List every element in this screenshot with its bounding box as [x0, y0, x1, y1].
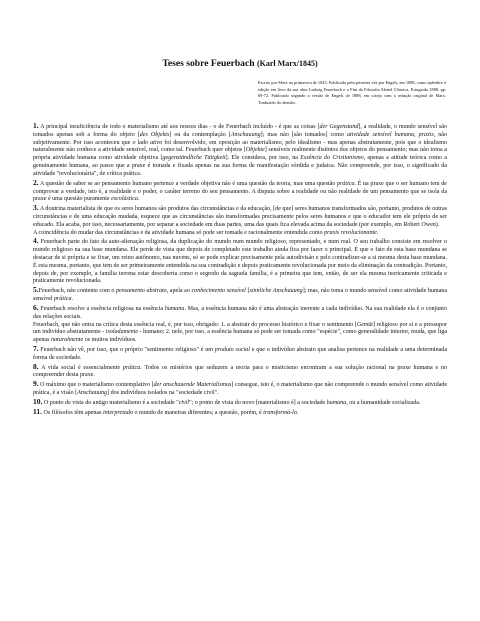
thesis-emphasis: Objekte	[245, 147, 265, 154]
thesis-text: .	[137, 196, 140, 203]
thesis-text: . É na praxe que o ser humano tem de comprovar a verdade, isto é, a realidade e o poder, o caráter terreno do seu pensamento. A disputa sobre a realidade ou não realidade de um pensamento que se isola da praxe é uma questão puramente	[33, 180, 447, 203]
thesis-emphasis: der Gegenstand	[319, 124, 359, 130]
thesis-text: Feuerbach, que não entra na crítica desta essência real, é, por isso, obrigado: 1. a abstrair do processo histórico e fixar o sentimento [	[33, 321, 357, 328]
thesis-text: , apela ao	[166, 288, 192, 295]
thesis-emphasis: gegenständliche Tätigkeit	[162, 155, 226, 162]
thesis-text: o mundo de maneiras diferentes; a questão, porém, é	[132, 409, 264, 416]
thesis-number: 9.	[33, 379, 39, 389]
thesis-emphasis: atividade sensível humana, praxis	[346, 131, 434, 138]
thesis-paragraph	[33, 179, 447, 204]
thesis-paragraph	[33, 204, 447, 237]
thesis-text: foi desenvolvido, em oposição ao materialismo, pelo idealismo - mas apenas abstratamente, pois que o idealismo naturalmente não conhece a atividade sensível, real, como tal. Feuerbach quer objetos [	[33, 139, 447, 154]
thesis-paragraph	[33, 237, 447, 286]
title-subtitle: (Karl Marx/1845)	[256, 59, 318, 68]
thesis-emphasis: prática	[337, 180, 355, 187]
thesis-text: , não subjetivamente. Por isso aconteceu que o lado	[33, 131, 448, 146]
thesis-text: ], a realidade, o mundo sensível são tomados apenas sob a forma do	[33, 124, 448, 138]
thesis-emphasis: civil	[178, 399, 190, 406]
thesis-number: 7.	[33, 343, 39, 353]
thesis-text: ] dos indivíduos isolados na "sociedade civil".	[107, 390, 219, 396]
theses-body	[33, 122, 447, 417]
thesis-text: A coincidência do mudar das circunstâncias e da atividade humana só pode ser tomada e racionalmente entendida como	[33, 229, 325, 236]
thesis-text: [	[134, 131, 140, 138]
thesis-text: .	[296, 409, 299, 416]
thesis-text: Feuerbach parte do fato da auto-alienação religiosa, da duplicação do mundo num mundo religioso, representado, e num real. O seu trabalho consiste em resolver o mundo religioso na sua base mundana. Ele perde de vista que depois de completado este trabalho ainda fica por fazer o principal. É que o fato de esta base mundana se destacar de si própria e se fixar, um reino autônomo, nas nuvens, só se pode explicar precisamente pela autodivisão e pelo contradizer-se a si mesma desta base mundana. É esta mesma, portanto, que tem de ser primeiramente entendida na sua contradição e depois praticamente revolucionada por meio da eliminação da contradição. Portanto, depois de, por exemplo, a família terrena estar descoberta como o segredo da sagrada família, é a primeira que tem, então, de ser ela mesma teoricamente criticada e praticamente revolucionada.	[33, 239, 447, 285]
thesis-emphasis: Anschauung	[77, 390, 108, 396]
thesis-number: 4.	[33, 236, 39, 246]
editorial-note: Escrito por Marx na primavera de 1845. Publicado pela primeira vez por Engels, em 1888, como apêndice à edição em livro da sua obra Ludwig Feuerbach e o Fim da Filosofia Alemã Clássica, Estugarda 1888, pp. 69-72. Publicado segundo a versão de Engels de 1888, em cotejo com a redação original de Marx. Traduzido do alemão.	[258, 80, 446, 105]
thesis-paragraph	[33, 398, 447, 408]
thesis-emphasis: interpretado	[102, 409, 133, 416]
thesis-text: . Mas, a essência humana não é uma abstração inerente a cada indivíduo. Na sua realidade ela é o conjunto das relações sociais.	[33, 305, 447, 320]
thesis-emphasis: prática	[122, 364, 141, 371]
thesis-paragraph	[33, 286, 447, 304]
thesis-number: 1.	[33, 121, 39, 130]
thesis-emphasis: prática	[54, 296, 72, 303]
thesis-text: O ponto de vista do antigo materialismo é a sociedade "	[42, 399, 179, 406]
thesis-emphasis: pensamento abstrato	[116, 288, 167, 295]
thesis-paragraph	[33, 345, 447, 363]
thesis-number: 2.	[33, 177, 39, 187]
thesis-text: , apenas a atitude teórica como a genuinamente humana, ao passo que a praxe é tomada e fixada apenas na sua forma de manifestação sórdida e judaica. Não compreende, por isso, o significado da atividade "revolucionária", de crítica prática.	[33, 155, 447, 177]
thesis-text: .	[376, 229, 379, 236]
thesis-emphasis: conhecimento sensível	[191, 288, 246, 295]
thesis-text: .	[71, 296, 73, 303]
thesis-text: ]; mas, não toma o mundo sensível como atividade humana sensível	[33, 288, 447, 303]
thesis-emphasis: naturalmente	[50, 337, 84, 344]
thesis-text: Feuerbach não vê, por isso, que o próprio "sentimento religioso" é um	[38, 346, 215, 353]
thesis-text: A principal insuficiência de todo o materialismo até aos nossos dias - o de Feuerbach incluído - é que as coisas [	[38, 124, 320, 130]
thesis-emphasis: escolástica	[111, 196, 138, 203]
thesis-number: 3.	[33, 203, 39, 213]
thesis-number: 8.	[33, 361, 39, 371]
thesis-text: Feuerbach resolve a essência religiosa na essência	[38, 305, 165, 312]
thesis-number: 10.	[33, 396, 43, 406]
thesis-number: 5.	[33, 285, 39, 295]
thesis-text: [	[245, 288, 250, 295]
thesis-text: A vida social é essencialmente	[38, 364, 123, 371]
thesis-text: "; o ponto de vista do novo [materialismo é] a sociedade	[189, 399, 327, 406]
thesis-emphasis: ativo	[150, 139, 163, 146]
thesis-emphasis: transformá-lo	[263, 409, 297, 416]
thesis-emphasis: Anschauung	[230, 131, 261, 138]
thesis-paragraph	[33, 304, 447, 345]
thesis-text: ] ou da contemplação [	[169, 131, 231, 138]
thesis-text: O máximo que o materialismo contemplativo [	[38, 382, 154, 389]
thesis-paragraph	[33, 363, 447, 381]
thesis-emphasis: produto social	[214, 346, 250, 353]
thesis-text: ] religioso por si e a pressupor um indivíduo abstratamente -	[33, 321, 448, 336]
thesis-emphasis: objeto	[119, 131, 135, 138]
thesis-paragraph	[33, 122, 447, 179]
thesis-emphasis: Gemüt	[356, 321, 373, 328]
document-title	[0, 58, 480, 70]
thesis-emphasis: sinnliche Anschauung	[249, 288, 303, 295]
thesis-number: 6.	[33, 302, 39, 312]
thesis-emphasis: humana	[326, 399, 347, 406]
thesis-emphasis: der anschauende Materialismus	[153, 382, 232, 389]
thesis-paragraph	[33, 380, 447, 398]
thesis-paragraph	[33, 408, 447, 418]
thesis-text: A questão de saber se ao pensamento humano pertence a verdade objetiva não é uma questão da teoria, mas uma questão	[38, 180, 337, 187]
thesis-text: ]; mas não [são tomados] como	[260, 131, 347, 138]
thesis-text: - humano; 2. nele, por isso, a essência humana só pode ser tomada como "espécie", como generalidade interior, muda, que liga apenas	[33, 329, 448, 344]
thesis-text: ] consegue, isto é, o materialismo que não compreende o mundo sensível como atividade prática, é a visão [	[33, 382, 448, 396]
thesis-emphasis: praxis revolucionante	[324, 229, 377, 236]
thesis-text: os muitos indivíduos.	[83, 337, 137, 344]
thesis-text: , ou a humanidade socializada.	[346, 399, 421, 406]
title-text: Teses sobre Feuerbach	[162, 58, 255, 69]
thesis-text: ] sensíveis realmente distintos dos objetos do pensamento; mas não toma a própria atividade humana como atividade objetiva [	[33, 147, 447, 162]
thesis-text: . Todos os mistérios que seduzem a teoria para o misticismo encontram a sua solução racional na praxe humana e no compreender desta praxe.	[33, 364, 447, 379]
thesis-text: Os filósofos têm apenas	[41, 409, 103, 416]
thesis-emphasis: humana	[164, 305, 185, 312]
thesis-number: 11.	[33, 406, 42, 416]
thesis-emphasis: isoladamente	[105, 329, 139, 336]
thesis-text: ]. Ele considera, por isso, na	[225, 155, 301, 162]
thesis-text: A doutrina materialista de que os seres humanos são produtos das circunstâncias e da educação, [de que] seres humanos transformados são, portanto, produtos de outras circunstâncias e de uma educação mudada, esquece que as circunstâncias são transformadas precisamente pelos seres humanos e que o educador tem ele próprio de ser educado. Ela acaba, por isso, necessariamente, por separar a sociedade em duas partes, uma das quais fica elevada acima da sociedade (por exemplo, em Robert Owen).	[33, 206, 447, 228]
thesis-text: e que o indivíduo abstrato que analisa pertence na realidade a uma determinada forma de sociedade.	[33, 346, 448, 361]
thesis-emphasis: des Objekts	[139, 131, 170, 138]
thesis-emphasis: Essência do Cristianismo	[300, 155, 364, 162]
thesis-text: Feuerbach, não contente com o	[38, 288, 117, 295]
